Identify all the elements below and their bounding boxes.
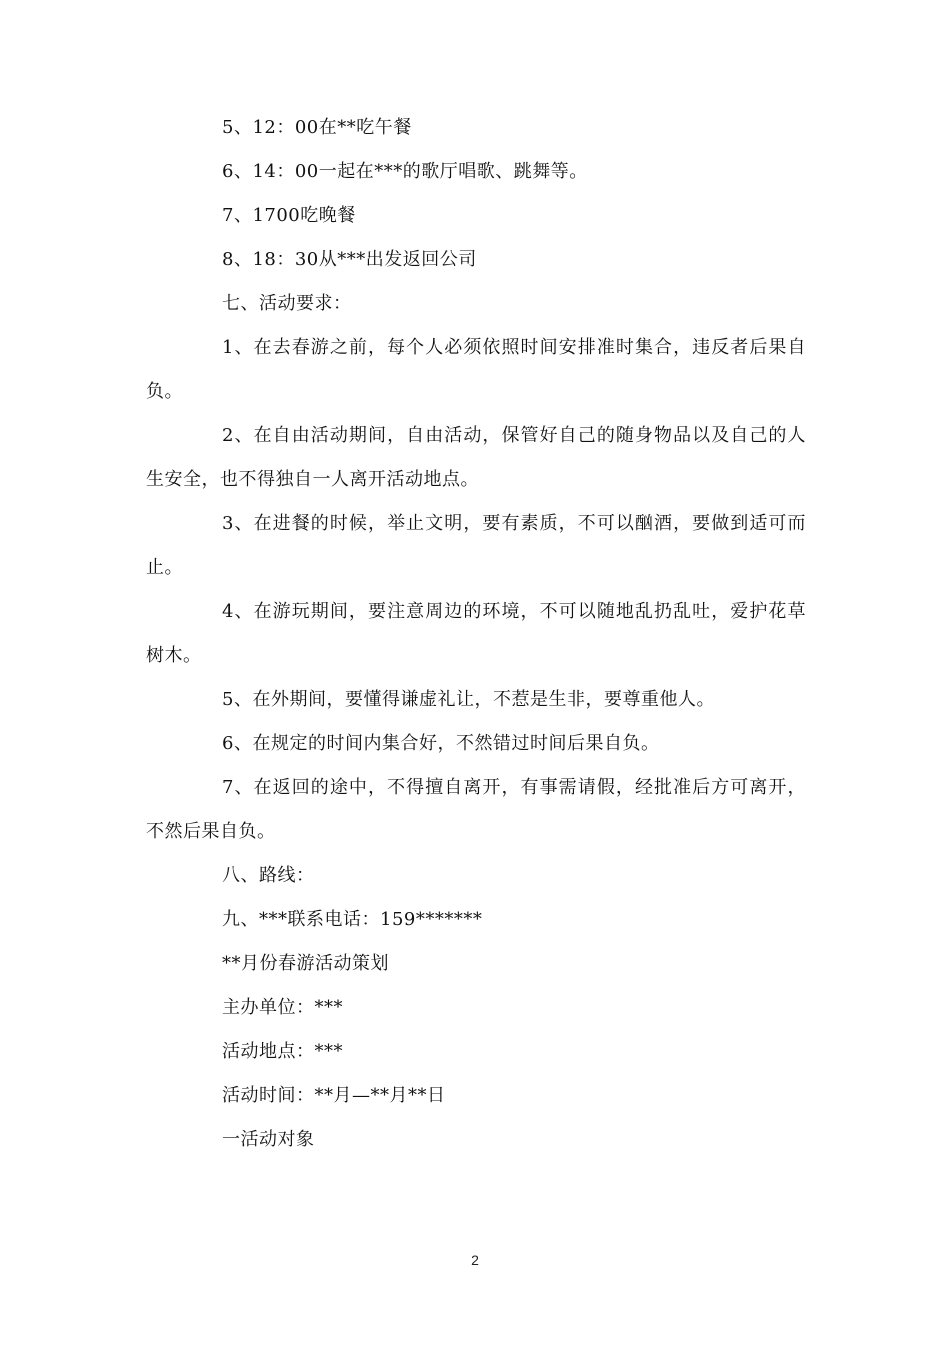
requirement-item-7: 7、在返回的途中，不得擅自离开，有事需请假，经批准后方可离开，不然后果自负。 — [146, 777, 806, 842]
section-heading-route: 八、路线： — [222, 865, 315, 886]
requirement-item-2: 2、在自由活动期间，自由活动，保管好自己的随身物品以及自己的人生安全，也不得独自一人离开活动地点。 — [146, 425, 806, 490]
plan-audience-heading: 一活动对象 — [222, 1129, 315, 1150]
schedule-item-dinner: 7、1700吃晚餐 — [222, 205, 356, 226]
page-number: 2 — [471, 1252, 479, 1268]
schedule-item-return: 8、18：30从***出发返回公司 — [222, 249, 477, 270]
requirement-item-1: 1、在去春游之前，每个人必须依照时间安排准时集合，违反者后果自负。 — [146, 337, 806, 402]
plan-title: **月份春游活动策划 — [222, 953, 389, 974]
plan-organizer: 主办单位：*** — [222, 997, 343, 1018]
requirement-item-6: 6、在规定的时间内集合好，不然错过时间后果自负。 — [222, 733, 660, 754]
plan-location: 活动地点：*** — [222, 1041, 343, 1062]
section-heading-contact: 九、***联系电话：159******* — [222, 909, 483, 930]
section-heading-requirements: 七、活动要求： — [222, 293, 352, 314]
schedule-item-singing: 6、14：00一起在***的歌厅唱歌、跳舞等。 — [222, 161, 588, 182]
requirement-item-5: 5、在外期间，要懂得谦虚礼让，不惹是生非，要尊重他人。 — [222, 689, 715, 710]
requirement-item-3: 3、在进餐的时候，举止文明，要有素质，不可以酗酒，要做到适可而止。 — [146, 513, 806, 578]
plan-time: 活动时间：**月—**月**日 — [222, 1085, 446, 1106]
requirement-item-4: 4、在游玩期间，要注意周边的环境，不可以随地乱扔乱吐，爱护花草树木。 — [146, 601, 806, 666]
schedule-item-lunch: 5、12：00在**吃午餐 — [222, 117, 412, 138]
